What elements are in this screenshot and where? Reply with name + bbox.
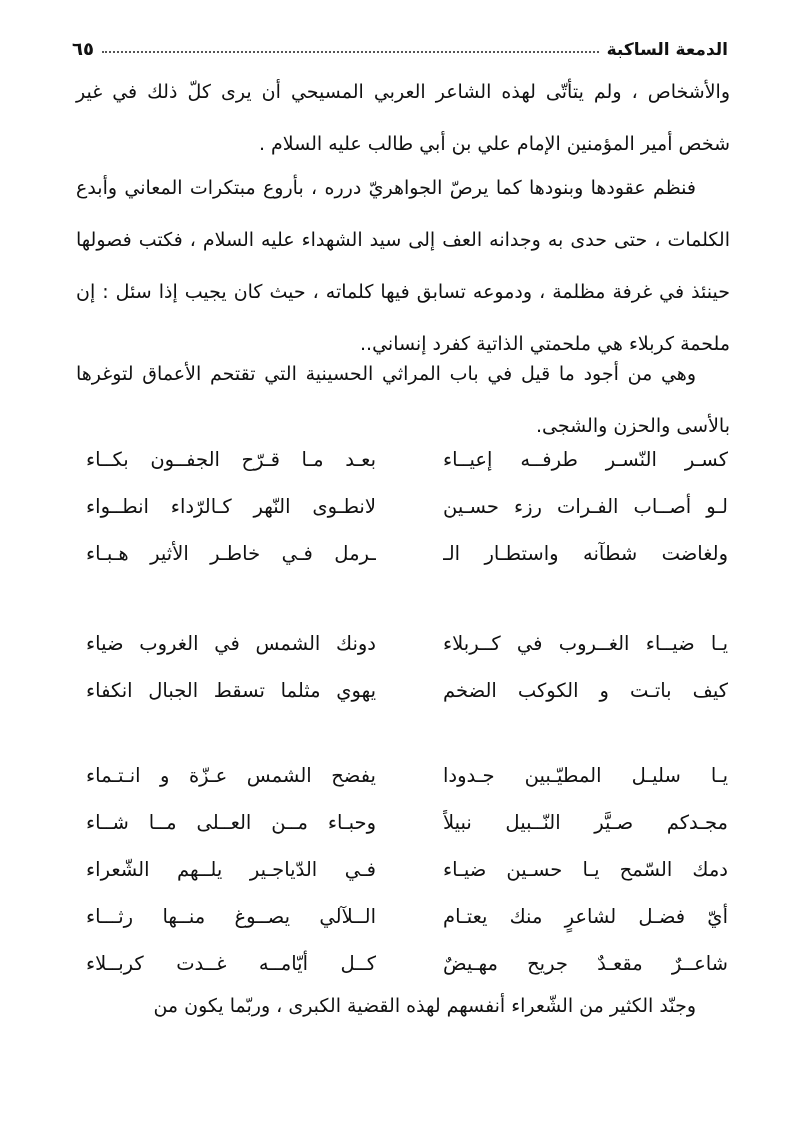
paragraph-2: فنظم عقودها وبنودها كما يرصّ الجواهريّ درره ، بأروع مبتكرات المعاني وأبدع الكلمات ، حتى حدى به وجدانه العف إلى سيد الشهداء عليه السلام ، فكتب فصولها حينئذ في غرفة مظلمة ، ودموعه تسابق فيها كلماته ، حيث كان يجيب إذا سئل : إن ملحمة كربلاء هي ملحمتي الذاتية كفرد إنساني.. <box>76 177 730 355</box>
verse-first-hemistich: يـا ضيــاء الغــروب في كــربلاء <box>443 632 728 655</box>
verse-line <box>86 436 728 483</box>
poem-stanza-2 <box>86 620 728 714</box>
verse-line <box>86 620 728 667</box>
verse-first-hemistich: أيّ فضـل لشاعرٍ منك يعتـام <box>443 905 728 928</box>
verse-second-hemistich: لانطـوى النّهر كـالرّداء انطــواء <box>86 495 376 518</box>
poem-stanza-1 <box>86 436 728 577</box>
paragraph-1: والأشخاص ، ولم يتأتّى لهذه الشاعر العربي المسيحي أن يرى كلّ ذلك في غير شخص أمير المؤمنين الإمام علي بن أبي طالب عليه السلام . <box>76 81 730 155</box>
verse-line <box>86 667 728 714</box>
verse-second-hemistich: الــلآلي يصــوغ منــها رثـــاء <box>86 905 376 928</box>
verse-first-hemistich: دمك السّمح يـا حسـين ضيـاء <box>443 858 728 881</box>
verse-first-hemistich: يـا سليـل المطيّـبين جـدودا <box>443 764 728 787</box>
verse-first-hemistich: لـو أصــاب الفـرات رزء حسـين <box>443 495 728 518</box>
verse-second-hemistich: وحبـاء مــن العــلى مــا شــاء <box>86 811 376 834</box>
verse-line <box>86 752 728 799</box>
verse-line <box>86 483 728 530</box>
running-header <box>72 30 728 60</box>
verse-first-hemistich: كيف باتـت و الكوكب الضخم <box>443 679 728 702</box>
page-number: ٦٥ <box>72 39 94 60</box>
verse-line <box>86 530 728 577</box>
verse-line <box>86 846 728 893</box>
verse-second-hemistich: بعـد مـا قـرّح الجفــون بكــاء <box>86 448 376 471</box>
verse-first-hemistich: ولغاضت شطآنه واستطـار الـ <box>443 542 728 565</box>
verse-first-hemistich: كسـر النّسـر طرفــه إعيــاء <box>443 448 728 471</box>
verse-line <box>86 799 728 846</box>
verse-second-hemistich: دونك الشمس في الغروب ضياء <box>86 632 376 655</box>
header-dotted-rule <box>102 51 599 53</box>
book-title: الدمعة الساكبة <box>606 40 728 60</box>
verse-line <box>86 893 728 940</box>
verse-second-hemistich: يهوي مثلما تسقط الجبال انكفاء <box>86 679 376 702</box>
poem-stanza-3 <box>86 752 728 987</box>
verse-second-hemistich: فـي الدّياجـير يلــهم الشّعراء <box>86 858 376 881</box>
verse-second-hemistich: كــل أيّامــه غــدت كربــلاء <box>86 952 376 975</box>
paragraph-3: وهي من أجود ما قيل في باب المراثي الحسينية التي تقتحم الأعماق لتوغرها بالأسى والحزن والشجى. <box>76 363 730 437</box>
verse-first-hemistich: مجـدكم صـيَّر النّــبيل نبيلاً <box>443 811 728 834</box>
verse-second-hemistich: يفضح الشمس عـزّة و انـتـماء <box>86 764 376 787</box>
verse-second-hemistich: ـرمل فـي خاطـر الأثير هـبـاء <box>86 542 376 565</box>
verse-first-hemistich: شاعــرٌ مقعـدٌ جريح مهـيضٌ <box>443 952 728 975</box>
paragraph-4: وجنّد الكثير من الشّعراء أنفسهم لهذه القضية الكبرى ، وربّما يكون من <box>153 995 696 1017</box>
